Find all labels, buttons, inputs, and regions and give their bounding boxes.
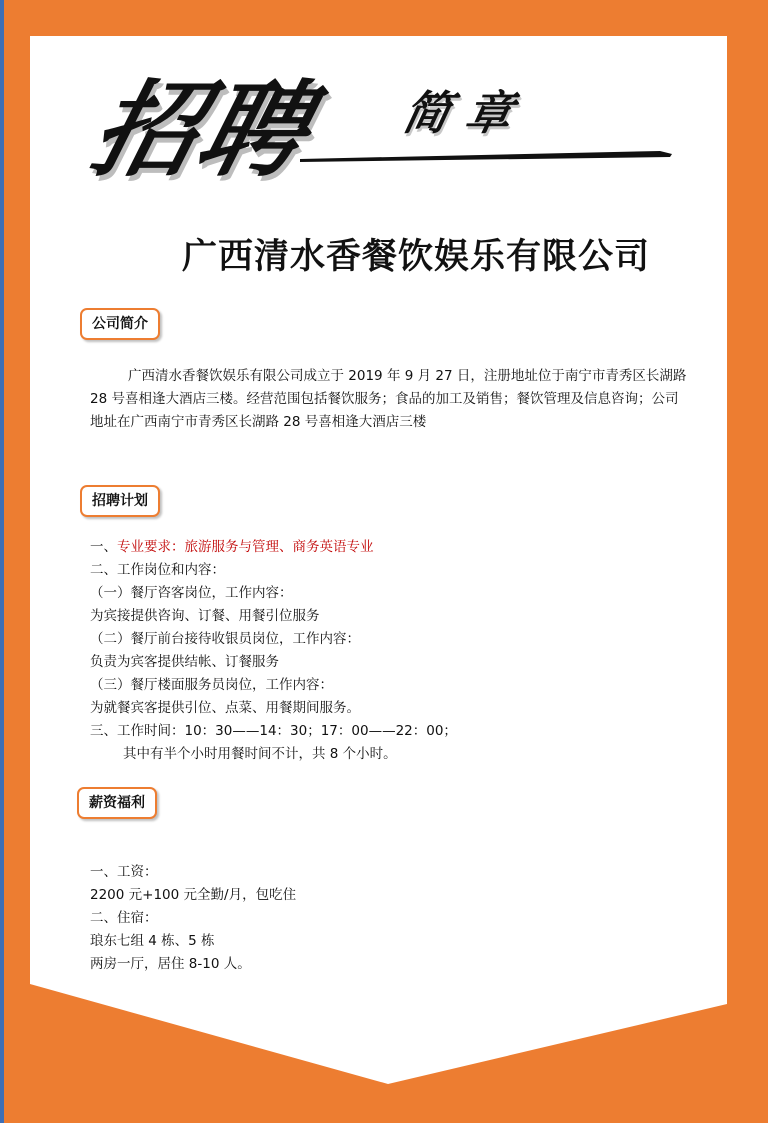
benefit-line: 2200 元+100 元全勤/月，包吃住 xyxy=(90,887,297,903)
plan-line: 其中有半个小时用餐时间不计，共 8 个小时。 xyxy=(123,746,397,762)
headline-recruit: 招聘 xyxy=(79,69,323,191)
company-intro-text: 广西清水香餐饮娱乐有限公司成立于 2019 年 9 月 27 日，注册地址位于南宁市青秀区长湖路 28 号喜相逢大酒店三楼。经营范围包括餐饮服务；食品的加工及销售；餐饮管理及信息咨询；公司地址在广西南宁市青秀区长湖路 28 号喜相逢大酒店三楼 xyxy=(90,368,687,430)
section-label-benefits: 薪资福利 xyxy=(77,787,157,819)
benefit-line: 一、工资： xyxy=(90,864,158,880)
header xyxy=(0,0,768,280)
requirement-prefix: 一、 xyxy=(90,539,117,555)
plan-line: 二、工作岗位和内容： xyxy=(90,562,225,578)
plan-line: （三）餐厅楼面服务员岗位，工作内容： xyxy=(90,677,333,693)
plan-line: （二）餐厅前台接待收银员岗位，工作内容： xyxy=(90,631,360,647)
benefit-line: 二、住宿： xyxy=(90,910,158,926)
plan-line: 为宾接提供咨询、订餐、用餐引位服务 xyxy=(90,608,320,624)
section-label-recruit-plan: 招聘计划 xyxy=(80,485,160,517)
section-label-company-intro: 公司简介 xyxy=(80,308,160,340)
plan-line: 为就餐宾客提供引位、点菜、用餐期间服务。 xyxy=(90,700,360,716)
headline-underline xyxy=(300,150,672,164)
plan-line: （一）餐厅咨客岗位，工作内容： xyxy=(90,585,293,601)
headline-brochure: 简章 xyxy=(398,86,534,140)
plan-line-requirement xyxy=(90,535,374,555)
company-name: 广西清水香餐饮娱乐有限公司 xyxy=(181,236,650,277)
plan-line: 三、工作时间：10：30——14：30；17：00——22：00； xyxy=(90,723,457,739)
benefit-line: 两房一厅，居住 8-10 人。 xyxy=(90,956,251,972)
plan-line: 负责为宾客提供结帐、订餐服务 xyxy=(90,654,279,670)
benefit-line: 琅东七组 4 栋、5 栋 xyxy=(90,933,215,949)
requirement-text: 专业要求：旅游服务与管理、商务英语专业 xyxy=(117,539,374,555)
